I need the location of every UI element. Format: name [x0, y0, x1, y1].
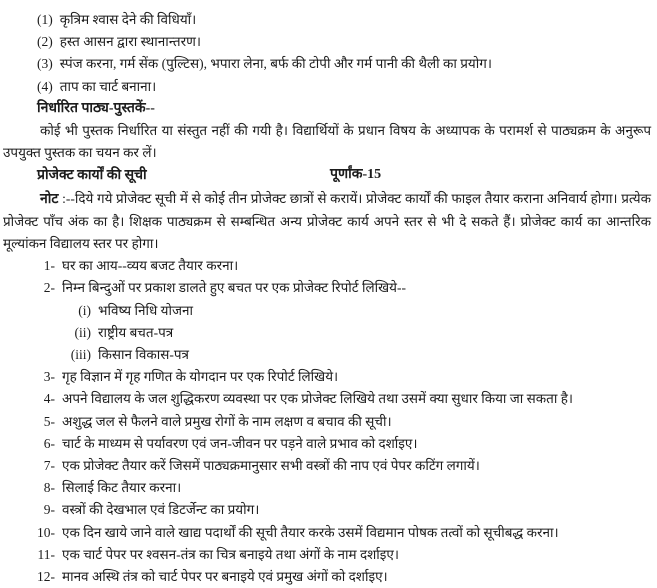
project-subitem-text: भविष्य निधि योजना: [98, 302, 193, 318]
project-subitem-text: राष्ट्रीय बचत-पत्र: [98, 324, 174, 340]
note-paragraph: [3, 188, 651, 256]
project-item-text: एक प्रोजेक्ट तैयार करें जिसमें पाठ्यक्रमानुसार सभी वस्त्रों की नाप एवं पेपर कटिंग लगायें।: [62, 458, 480, 474]
project-item-number: 9-: [43, 502, 55, 518]
project-subitem-number: (iii): [70, 347, 91, 363]
textbooks-heading: निर्धारित पाठ्य-पुस्तकें--: [37, 100, 155, 116]
project-item-text: एक दिन खाये जाने वाले खाद्य पदार्थों की सूची तैयार करके उसमें विद्यमान पोषक तत्वों को सूचीबद्ध करना।: [62, 524, 559, 540]
project-item-text: अशुद्ध जल से फैलने वाले प्रमुख रोगों के नाम लक्षण व बचाव की सूची।: [62, 413, 392, 429]
project-item-number: 4-: [43, 391, 55, 407]
project-item: [3, 522, 651, 544]
project-item-text: मानव अस्थि तंत्र को चार्ट पेपर पर बनाइये एवं प्रमुख अंगों को दर्शाइए।: [62, 569, 388, 585]
project-item-text: एक चार्ट पेपर पर श्वसन-तंत्र का चित्र बनाइये तथा अंगों के नाम दर्शाइए।: [62, 546, 400, 562]
list-item: [37, 53, 651, 75]
project-subitem: [3, 300, 651, 322]
list-item-text: हस्त आसन द्वारा स्थानान्तरण।: [59, 34, 202, 50]
list-item-number: (2): [37, 34, 53, 50]
project-item: [3, 388, 651, 410]
project-item-number: 7-: [43, 458, 55, 474]
full-marks-label: पूर्णांक-15: [330, 167, 382, 183]
project-item-text: चार्ट के माध्यम से पर्यावरण एवं जन-जीवन पर पड़ने वाले प्रभाव को दर्शाइए।: [62, 435, 418, 451]
project-subitem-number: (ii): [74, 324, 91, 340]
project-item-text: वस्त्रों की देखभाल एवं डिटर्जेन्ट का प्रयोग।: [62, 502, 260, 518]
project-works-list: [3, 255, 651, 588]
list-item-number: (4): [37, 78, 53, 94]
list-item: [37, 9, 651, 31]
list-item: [37, 76, 651, 98]
list-item-text: स्पंज करना, गर्म सेंक (पुल्टिस), भपारा लेना, बर्फ की टोपी और गर्म पानी की थैली का प्रयोग।: [59, 56, 492, 72]
note-text: :--दिये गये प्रोजेक्ट सूची में से कोई तीन प्रोजेक्ट छात्रों से करायें। प्रोजेक्ट कार्यों की फाइल तैयार कराना अनिवार्य होगा। प्रत्येक प्रोजेक्ट पाँच अंक का है। शिक्षक पाठ्यक्रम से सम्बन्धित अन्य प्रोजेक्ट कार्य अपने स्तर से भी दे सकते हैं। प्रोजेक्ट कार्य का आन्तरिक मूल्यांकन विद्यालय स्तर पर होगा।: [3, 190, 651, 252]
list-item-number: (3): [37, 56, 53, 72]
project-subitem: [3, 344, 651, 366]
project-item-number: 3-: [43, 369, 55, 385]
list-item: [37, 31, 651, 53]
project-item-number: 2-: [43, 280, 55, 296]
project-item: [3, 366, 651, 388]
project-item-number: 6-: [43, 435, 55, 451]
project-item: [3, 411, 651, 433]
project-heading-row: [3, 164, 651, 187]
list-item-number: (1): [37, 12, 53, 27]
project-item-number: 8-: [43, 480, 55, 496]
project-item-number: 10-: [37, 524, 55, 540]
project-item-text: सिलाई किट तैयार करना।: [62, 480, 182, 496]
project-subitem-number: (i): [78, 302, 91, 318]
project-item-text: अपने विद्यालय के जल शुद्धिकरण व्यवस्था पर एक प्रोजेक्ट लिखिये तथा उसमें क्या सुधार किया जा सकता है।: [62, 391, 574, 407]
project-item: [3, 544, 651, 566]
project-item: [3, 477, 651, 499]
project-item-text: घर का आय--व्यय बजट तैयार करना।: [62, 258, 239, 274]
list-item-text: कृत्रिम श्वास देने की विधियाँ।: [59, 12, 197, 27]
textbooks-paragraph: कोई भी पुस्तक निर्धारित या संस्तुत नहीं की गयी है। विद्यार्थियों के प्रधान विषय के अध्यापक के परामर्श से पाठ्यक्रम के अनुरूप उपयुक्त पुस्तक का चयन कर लें।: [3, 123, 651, 161]
project-item-number: 5-: [43, 413, 55, 429]
project-item: [3, 255, 651, 277]
project-item-text: निम्न बिन्दुओं पर प्रकाश डालते हुए बचत पर एक प्रोजेक्ट रिपोर्ट लिखिये--: [62, 280, 406, 296]
project-item-text: गृह विज्ञान में गृह गणित के योगदान पर एक रिपोर्ट लिखिये।: [62, 369, 339, 385]
first-aid-methods-list: [37, 9, 651, 98]
list-item-text: ताप का चार्ट बनाना।: [59, 78, 157, 94]
project-item-number: 12-: [37, 569, 55, 585]
project-subitem: [3, 322, 651, 344]
project-subitem-text: किसान विकास-पत्र: [98, 347, 189, 363]
project-item-number: 11-: [37, 546, 55, 562]
note-label: नोट: [40, 191, 59, 207]
project-item: [3, 499, 651, 521]
project-item: [3, 455, 651, 477]
project-item-number: 1-: [43, 258, 55, 274]
project-item: [3, 433, 651, 455]
project-item: [3, 277, 651, 299]
project-list-heading: प्रोजेक्ट कार्यों की सूची: [37, 168, 147, 184]
